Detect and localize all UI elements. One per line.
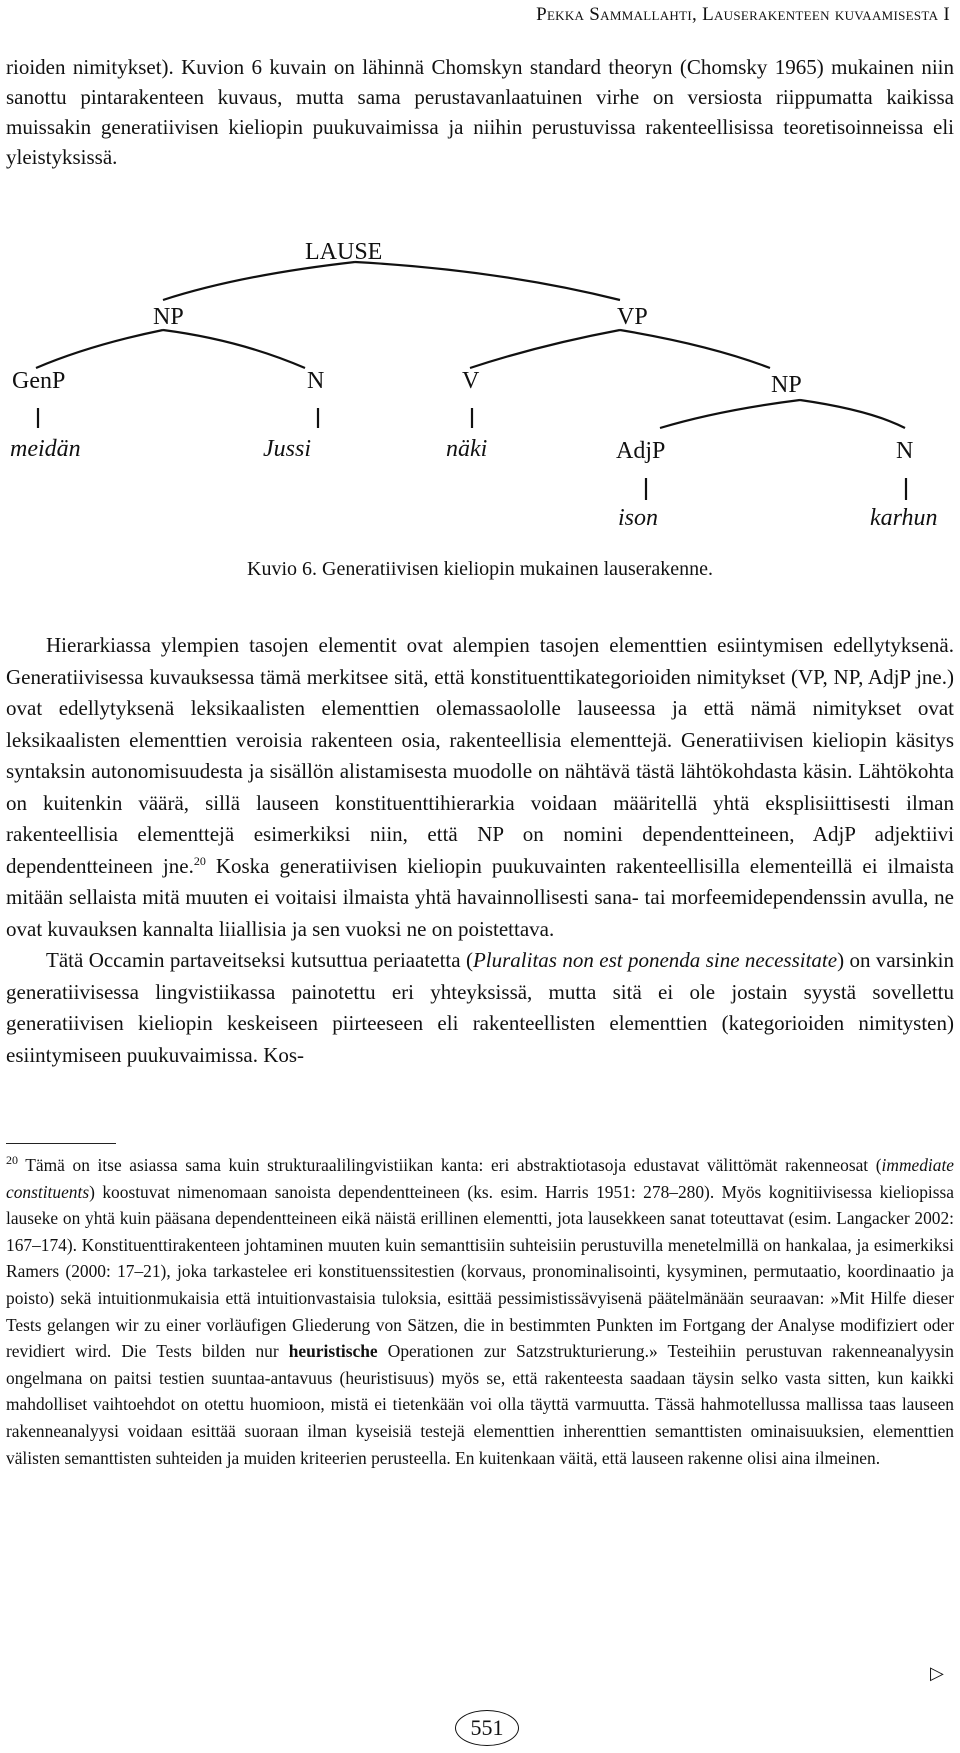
branch-lause-vp <box>355 262 620 300</box>
node-n2: N <box>896 438 914 464</box>
body-paragraph-2: Tätä Occamin partaveitseksi kutsuttua periaatetta (Pluralitas non est ponenda sine necessitate) on varsinkin generatiivisessa lingvistiikassa painotettu eri yhteyksissä, mutta sitä ei ole jostain syystä sovellettu generatiivisen kieliopin keskeiseen piirteeseen eli rakenteellisten elementtien (kategorioiden nimitysten) esiintymiseen puukuvaimissa. Kos- <box>6 948 954 1067</box>
page-number: 551 <box>455 1710 519 1746</box>
footnote-rule <box>6 1143 116 1144</box>
node-lause: LAUSE <box>305 239 383 265</box>
word-jussi: Jussi <box>263 436 311 462</box>
branch-vp-v <box>470 330 620 368</box>
footnote-number: 20 <box>6 1153 18 1168</box>
branch-np-n <box>163 330 305 368</box>
branch-np-adjp <box>660 400 800 428</box>
node-vp: VP <box>617 304 648 330</box>
word-karhun: karhun <box>870 505 938 531</box>
body-text <box>6 630 954 1071</box>
continue-arrow-icon: ▷ <box>930 1663 944 1683</box>
node-genp: GenP <box>12 368 66 394</box>
intro-paragraph: rioiden nimitykset). Kuvion 6 kuvain on lähinnä Chomskyn standard theoryn (Chomsky 1965) mukainen niin sanottu pintarakenteen kuvaus, mutta sama perustavanlaatuinen virhe on versiosta riippumatta kaikissa muissakin generatiivisen kieliopin puukuvaimissa ja niihin perustuvissa rakenteellisissa teoretisoinneissa eli yleistyksissä. <box>6 55 954 169</box>
node-v: V <box>462 368 480 394</box>
branch-np-n2 <box>800 400 905 428</box>
footnote-ref[interactable]: 20 <box>193 853 206 868</box>
latin-quote: Pluralitas non est ponenda sine necessitate <box>472 948 838 972</box>
word-ison: ison <box>618 505 659 531</box>
node-np-top: NP <box>153 304 184 330</box>
running-header: Pekka Sammallahti, Lauserakenteen kuvaamisesta I <box>536 4 950 25</box>
node-np-inner: NP <box>771 372 802 398</box>
body-paragraph-1: Hierarkiassa ylempien tasojen elementit ovat alempien tasojen elementtien esiintymisen edellytyksenä. Generatiivisessa kuvauksessa tämä merkitsee sitä, että konstituenttikategorioiden nimitykset (VP, NP, AdjP jne.) ovat edellytyksenä leksikaalisten elementtien olemassaololle lauseessa ja että nämä nimitykset ovat leksikaalisten elementtien veroisia rakenteen osia, rakenteellisia elementtejä. Generatiivisen kieliopin käsitys syntaksin autonomisuudesta ja sisällön alistamisesta muodolle on nähtävä tästä lähtökohdasta käsin. Lähtökohta on kuitenkin väärä, sillä lauseen konstituenttihierarkia voidaan määritellä yhtä eksplisiittisesti ilman rakenteellisia elementtejä esimerkiksi niin, että NP on nomini dependentteineen, AdjP adjektiivi dependentteineen jne.$^{20}$ Koska generatiivisen kieliopin puukuvainten rakenteellisilla elementeillä ei ilmaista mitään sellaista mitä muuten ei voitaisi ilmaista yhtä havainnollisesti sana- tai morfeemidependenssin avulla, ne ovat kuvauksen kannalta liiallisia ja sen vuoksi ne on poistettava. <box>6 633 954 941</box>
node-adjp: AdjP <box>616 438 666 464</box>
word-naki: näki <box>446 436 488 462</box>
branch-np-genp <box>36 330 163 368</box>
word-meidan: meidän <box>10 436 81 462</box>
node-n1: N <box>307 368 325 394</box>
branch-lause-np <box>163 262 355 300</box>
figure-caption: Kuvio 6. Generatiivisen kieliopin mukainen lauserakenne. <box>247 558 713 580</box>
branch-vp-np <box>620 330 770 368</box>
footnote-20: $^{20}$ Tämä on itse asiassa sama kuin strukturaalilingvistiikan kanta: eri abstraktiotasoja edustavat välittömät rakenneosat (immediate constituents) koostuvat nimenomaan sanoista dependentteineen (ks. esim. Harris 1951: 278–280). Myös kognitiivisessa kieliopissa lauseke on yhtä kuin pääsana dependentteineen eikä näistä erillinen elementti, jota lausekkeen sanat toteuttavat (esim. Langacker 2002: 167–174). Konstituenttirakenteen johtaminen muuten kuin semanttisiin suhteisiin perustuvilla menetelmillä on hankalaa, ja esimerkiksi Ramers (2000: 17–21), joka tarkastelee eri konstituenssitestien (korvaus, pronominalisointi, kysyminen, permutaatio, koordinaatio ja poisto) sekä intuitionmukaisia että intuitionvastaisia tuloksia, esittää pessimistissävyisenä päätelmänään seuraavan: »Mit Hilfe dieser Tests gelangen wir zu einer vorläufigen Gliederung von Sätzen, die in bestimmten Punkten im Fortgang der Analyse modifiziert oder revidiert wird. Die Tests bilden nur heuristische Operationen zur Satzstrukturierung.» Testeihiin perustuvan rakenneanalyysin ongelmana on paitsi testien suuntaa-antavuus (heuristisuus) myös se, että rakenteesta saadaan täysin selko vasta sitten, kun kaikki mahdolliset vaihtoehdot on otettu huomioon, mistä ei tietenkään voi olla täyttä varmuutta. Tässä hahmotellussa mallissa taas lauseen rakenneanalyysi voidaan esittää suoraan ilman kyseisiä testejä elementtien inherenttien semanttisten ominaisuuksien, elementtien välisten semanttisten suhteiden ja muiden kriteerien perusteella. En kuitenkaan väitä, että lauseen rakenne olisi aina ilmeinen. <box>6 1153 954 1468</box>
